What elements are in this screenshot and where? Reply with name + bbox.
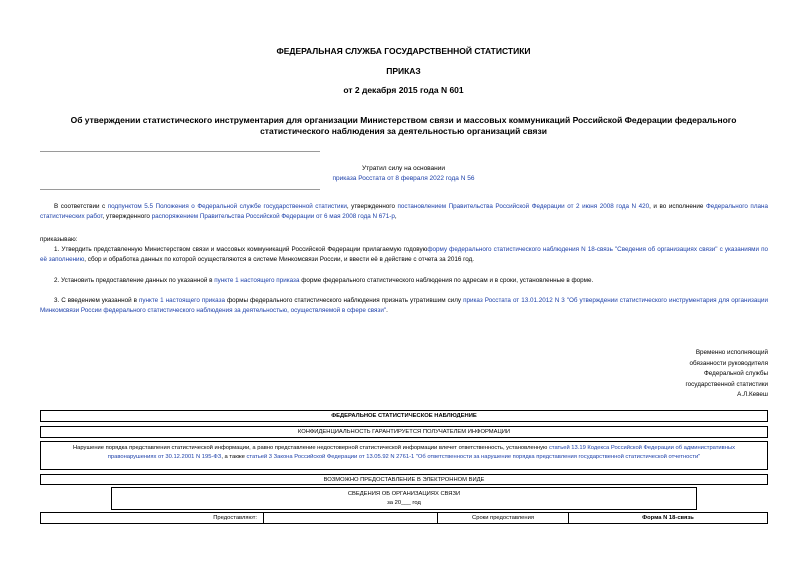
preamble-text: , и во исполнение: [649, 203, 706, 210]
preamble-text: ,: [394, 213, 397, 220]
order-label: ПРИКАЗ: [386, 66, 421, 76]
link-federal-plan[interactable]: Федерального плана статистических работ: [40, 203, 768, 220]
form-confidential-text: КОНФИДЕНЦИАЛЬНОСТЬ ГАРАНТИРУЕТСЯ ПОЛУЧАТЕЛЕМ ИНФОРМАЦИИ: [297, 429, 511, 435]
agency-name: ФЕДЕРАЛЬНАЯ СЛУЖБА ГОСУДАРСТВЕННОЙ СТАТИСТИКИ: [276, 46, 531, 56]
col-deadline-label: Сроки предоставления: [472, 515, 534, 521]
signature-line: государственной статистики: [685, 380, 768, 388]
divider-bottom: [40, 189, 320, 190]
signature-line: Временно исполняющий: [695, 349, 768, 356]
col-deadline: [437, 513, 569, 523]
order-date: от 2 декабря 2015 года N 601: [343, 85, 464, 95]
form-observation-header: [40, 410, 768, 422]
warning-text: , а также: [221, 454, 247, 460]
item-text: , сбор и обработка данных по которой осуществляются в системе Минкомсвязи России, и ввести её в действие с отчета за 2016 год.: [84, 256, 475, 263]
link-item-1[interactable]: пункте 1 настоящего приказа: [139, 297, 225, 304]
preamble-text: В соответствии с: [54, 203, 108, 210]
order-title: Об утверждении статистического инструментария для организации Министерством связи и массовых коммуникаций Российской Федерации федерального статистического наблюдения за деятельностью организаций связи: [70, 115, 737, 136]
col-blank: [264, 513, 437, 523]
form-info-box: [111, 487, 697, 510]
preamble-text: , утвержденного: [346, 203, 398, 210]
item-1-paragraph: [40, 245, 768, 265]
lost-force-note: [240, 164, 567, 184]
signature-name: А.Л.Кевеш: [737, 391, 768, 398]
lost-force-link[interactable]: приказа Росстата от 8 февраля 2022 года N 56: [332, 175, 475, 182]
form-info-year: за 20___ год: [387, 500, 421, 506]
link-rosstat-order-3[interactable]: приказ Росстата от 13.01.2012 N 3 "Об утверждении статистического инструментария для организации Минкомсвязи России федерального статистического наблюдения за деятельностью, осуществляемой в сфере связи": [40, 297, 768, 314]
link-form-18[interactable]: форму федерального статистического наблюдения N 18-связь "Сведения об организациях связи" с указаниями по её заполнению: [40, 246, 768, 263]
item-text: формы федерального статистического наблюдения признать утратившим силу: [224, 297, 464, 304]
link-law-2761[interactable]: статьей 3 Закона Российской Федерации от 13.05.92 N 2761-1 "Об ответственности за нарушение порядка представления государственной статистической отчетности": [246, 454, 701, 460]
col-submit: [41, 513, 264, 523]
preamble-paragraph: [40, 202, 768, 222]
lost-force-text: Утратил силу на основании: [361, 165, 446, 172]
item-text: 2. Установить предоставление данных по указанной в: [54, 277, 215, 284]
col-form-number: [569, 513, 767, 523]
item-text: 1. Утвердить представленную Министерством связи и массовых коммуникаций Российской Федерации прилагаемую годовую: [54, 246, 428, 253]
link-government-order[interactable]: распоряжением Правительства Российской Федерации от 6 мая 2008 года N 671-р: [151, 213, 395, 220]
warning-text: Нарушение порядка представления статистической информации, а равно представление недостоверной статистической информации влечет ответственность, установленную: [72, 445, 549, 451]
form-confidential-row: [40, 426, 768, 438]
form-bottom-row: [40, 512, 768, 524]
item-2-paragraph: [40, 276, 768, 286]
item-text: форме федерального статистического наблюдения по адресам и в сроки, установленные в форме.: [299, 277, 594, 284]
preamble-text: , утвержденного: [102, 213, 152, 220]
link-admin-code[interactable]: статьей 13.19 Кодекса Российской Федерации об административных правонарушениях от 30.12.2001 N 195-ФЗ: [107, 445, 736, 460]
item-text: 3. С введением указанной в: [54, 297, 139, 304]
item-text: .: [386, 307, 388, 314]
form-observation-text: ФЕДЕРАЛЬНОЕ СТАТИСТИЧЕСКОЕ НАБЛЮДЕНИЕ: [331, 413, 477, 419]
link-item-1[interactable]: пункте 1 настоящего приказа: [214, 277, 300, 284]
form-electronic-row: [40, 474, 768, 485]
signature-line: Федеральной службы: [704, 370, 768, 377]
order-word: приказываю:: [40, 236, 78, 243]
col-form-label: Форма N 18-связь: [642, 515, 694, 521]
link-regulation-clause[interactable]: подпунктом 5.5 Положения о Федеральной службе государственной статистики: [107, 203, 347, 210]
col-submit-label: Предоставляют:: [213, 515, 257, 521]
form-info-title: СВЕДЕНИЯ ОБ ОРГАНИЗАЦИЯХ СВЯЗИ: [347, 491, 461, 497]
signature-line: обязанности руководителя: [689, 359, 768, 367]
form-electronic-text: ВОЗМОЖНО ПРЕДОСТАВЛЕНИЕ В ЭЛЕКТРОННОМ ВИДЕ: [323, 476, 485, 483]
link-government-decree[interactable]: постановлением Правительства Российской Федерации от 2 июня 2008 года N 420: [397, 203, 650, 210]
form-warning-box: [40, 441, 768, 470]
signature-block: [600, 348, 768, 401]
divider-top: [40, 151, 320, 152]
item-3-paragraph: [40, 296, 768, 316]
